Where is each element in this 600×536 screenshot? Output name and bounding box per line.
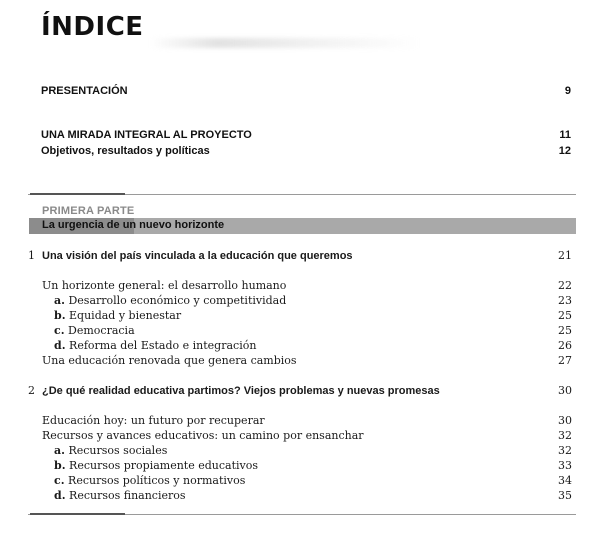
toc-entry-page: 9 xyxy=(564,85,571,97)
toc-subentry[interactable] xyxy=(54,294,572,307)
toc-entry-label: Objetivos, resultados y políticas xyxy=(41,145,210,157)
toc-entry-mirada-integral[interactable] xyxy=(41,129,571,141)
section-divider-accent xyxy=(30,513,125,515)
bleed-through-shadow xyxy=(150,38,420,48)
toc-entry-text: Recursos financieros xyxy=(69,489,186,502)
toc-entry-text: Equidad y bienestar xyxy=(69,309,182,322)
toc-subentry[interactable] xyxy=(54,339,572,352)
section-divider-accent xyxy=(30,193,125,195)
toc-entry[interactable] xyxy=(42,429,572,442)
toc-entry-objetivos[interactable] xyxy=(41,145,571,157)
toc-subentry[interactable] xyxy=(54,459,572,472)
toc-entry-text: Recursos propiamente educativos xyxy=(69,459,259,472)
toc-subentry[interactable] xyxy=(54,489,572,502)
subentry-letter: c. xyxy=(54,324,65,337)
toc-entry-text: Recursos sociales xyxy=(68,444,168,457)
part-label: PRIMERA PARTE xyxy=(42,205,135,217)
toc-entry-page: 27 xyxy=(558,354,572,367)
toc-entry-text: Un horizonte general: el desarrollo humano xyxy=(42,279,287,292)
toc-entry-page: 12 xyxy=(558,145,571,157)
toc-entry-text: Reforma del Estado e integración xyxy=(69,339,257,352)
toc-entry-page: 11 xyxy=(559,129,571,141)
toc-entry-text: Recursos políticos y normativos xyxy=(68,474,246,487)
toc-entry-label: UNA MIRADA INTEGRAL AL PROYECTO xyxy=(41,129,252,141)
toc-subentry[interactable] xyxy=(54,324,572,337)
toc-entry[interactable] xyxy=(42,279,572,292)
toc-entry-label: PRESENTACIÓN xyxy=(41,85,128,97)
toc-entry-text: Democracia xyxy=(68,324,135,337)
toc-entry-page: 32 xyxy=(558,429,572,442)
toc-entry-page: 32 xyxy=(558,444,572,457)
toc-entry-page: 30 xyxy=(558,414,572,427)
subentry-letter: c. xyxy=(54,474,65,487)
chapter-number: 2 xyxy=(28,384,35,397)
chapter-page: 30 xyxy=(558,384,572,397)
chapter-title: ¿De qué realidad educativa partimos? Viejos problemas y nuevas promesas xyxy=(42,385,440,397)
subentry-letter: b. xyxy=(54,309,66,322)
toc-entry-text: Recursos y avances educativos: un camino por ensanchar xyxy=(42,429,364,442)
toc-entry-page: 35 xyxy=(558,489,572,502)
chapter-title: Una visión del país vinculada a la educación que queremos xyxy=(42,250,353,262)
subentry-letter: d. xyxy=(54,489,66,502)
subentry-letter: a. xyxy=(54,444,65,457)
toc-entry-page: 25 xyxy=(558,324,572,337)
part-title: La urgencia de un nuevo horizonte xyxy=(42,219,225,231)
toc-entry-page: 22 xyxy=(558,279,572,292)
toc-entry-page: 34 xyxy=(558,474,572,487)
subentry-letter: d. xyxy=(54,339,66,352)
toc-subentry[interactable] xyxy=(54,309,572,322)
toc-entry-text: Desarrollo económico y competitividad xyxy=(68,294,287,307)
page-title: ÍNDICE xyxy=(41,12,144,42)
subentry-letter: b. xyxy=(54,459,66,472)
subentry-letter: a. xyxy=(54,294,65,307)
toc-entry-page: 23 xyxy=(558,294,572,307)
toc-entry-page: 33 xyxy=(558,459,572,472)
toc-chapter-2[interactable] xyxy=(28,384,572,397)
toc-entry-page: 25 xyxy=(558,309,572,322)
toc-entry-page: 26 xyxy=(558,339,572,352)
toc-entry-text: Educación hoy: un futuro por recuperar xyxy=(42,414,265,427)
toc-subentry[interactable] xyxy=(54,444,572,457)
toc-entry[interactable] xyxy=(42,414,572,427)
chapter-number: 1 xyxy=(28,249,35,262)
toc-entry-text: Una educación renovada que genera cambios xyxy=(42,354,297,367)
toc-chapter-1[interactable] xyxy=(28,249,572,262)
toc-entry-presentacion[interactable] xyxy=(41,85,571,97)
chapter-page: 21 xyxy=(558,249,572,262)
toc-subentry[interactable] xyxy=(54,474,572,487)
toc-entry[interactable] xyxy=(42,354,572,367)
